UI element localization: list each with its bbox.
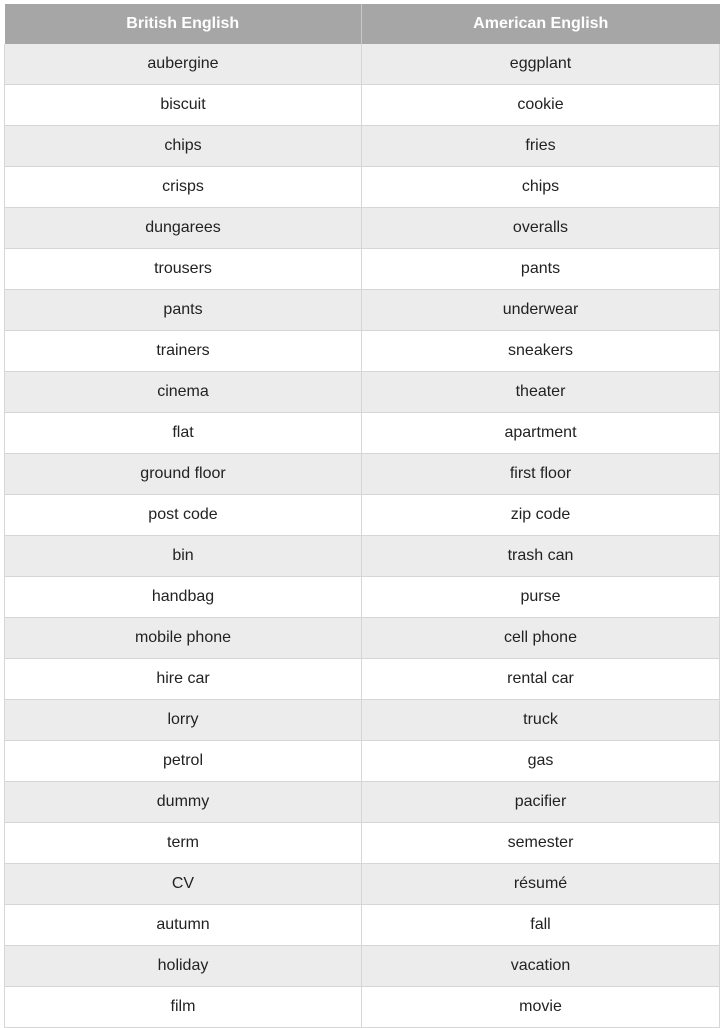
- table-row: [5, 495, 720, 536]
- british-term-cell: autumn: [5, 905, 362, 946]
- american-term-cell: underwear: [362, 290, 720, 331]
- american-term-cell: overalls: [362, 208, 720, 249]
- british-term-cell: chips: [5, 126, 362, 167]
- american-term-cell: vacation: [362, 946, 720, 987]
- british-term-cell: handbag: [5, 577, 362, 618]
- british-term-cell: crisps: [5, 167, 362, 208]
- american-term-cell: movie: [362, 987, 720, 1028]
- american-term-cell: cookie: [362, 85, 720, 126]
- table-row: [5, 413, 720, 454]
- british-term-cell: lorry: [5, 700, 362, 741]
- table-row: [5, 85, 720, 126]
- table-row: [5, 249, 720, 290]
- vocabulary-table: [4, 4, 720, 1028]
- american-term-cell: purse: [362, 577, 720, 618]
- table-row: [5, 208, 720, 249]
- american-term-cell: pacifier: [362, 782, 720, 823]
- american-term-cell: apartment: [362, 413, 720, 454]
- table-row: [5, 290, 720, 331]
- table-row: [5, 659, 720, 700]
- table-row: [5, 782, 720, 823]
- table-row: [5, 331, 720, 372]
- british-term-cell: cinema: [5, 372, 362, 413]
- table-row: [5, 618, 720, 659]
- table-row: [5, 454, 720, 495]
- american-term-cell: rental car: [362, 659, 720, 700]
- table-row: [5, 864, 720, 905]
- table-row: [5, 44, 720, 85]
- british-term-cell: trousers: [5, 249, 362, 290]
- table-row: [5, 167, 720, 208]
- british-term-cell: trainers: [5, 331, 362, 372]
- american-term-cell: gas: [362, 741, 720, 782]
- american-term-cell: first floor: [362, 454, 720, 495]
- british-term-cell: pants: [5, 290, 362, 331]
- american-term-cell: fall: [362, 905, 720, 946]
- british-term-cell: flat: [5, 413, 362, 454]
- british-term-cell: CV: [5, 864, 362, 905]
- american-term-cell: truck: [362, 700, 720, 741]
- british-term-cell: hire car: [5, 659, 362, 700]
- american-term-cell: zip code: [362, 495, 720, 536]
- table-row: [5, 577, 720, 618]
- american-term-cell: fries: [362, 126, 720, 167]
- american-term-cell: semester: [362, 823, 720, 864]
- american-term-cell: trash can: [362, 536, 720, 577]
- american-term-cell: pants: [362, 249, 720, 290]
- american-term-cell: theater: [362, 372, 720, 413]
- table-header: [5, 4, 720, 44]
- british-term-cell: aubergine: [5, 44, 362, 85]
- british-term-cell: holiday: [5, 946, 362, 987]
- british-term-cell: film: [5, 987, 362, 1028]
- american-term-cell: eggplant: [362, 44, 720, 85]
- british-term-cell: term: [5, 823, 362, 864]
- table-row: [5, 823, 720, 864]
- table-row: [5, 372, 720, 413]
- british-term-cell: dummy: [5, 782, 362, 823]
- table-row: [5, 946, 720, 987]
- british-term-cell: ground floor: [5, 454, 362, 495]
- column-header-american: American English: [362, 4, 720, 44]
- british-term-cell: dungarees: [5, 208, 362, 249]
- british-term-cell: petrol: [5, 741, 362, 782]
- table-row: [5, 905, 720, 946]
- american-term-cell: chips: [362, 167, 720, 208]
- american-term-cell: sneakers: [362, 331, 720, 372]
- british-term-cell: mobile phone: [5, 618, 362, 659]
- table-row: [5, 700, 720, 741]
- american-term-cell: cell phone: [362, 618, 720, 659]
- header-row: [5, 4, 720, 44]
- british-term-cell: biscuit: [5, 85, 362, 126]
- table-row: [5, 987, 720, 1028]
- table-row: [5, 741, 720, 782]
- table-body: [5, 44, 720, 1028]
- british-term-cell: bin: [5, 536, 362, 577]
- table-row: [5, 126, 720, 167]
- column-header-british: British English: [5, 4, 362, 44]
- table-row: [5, 536, 720, 577]
- british-term-cell: post code: [5, 495, 362, 536]
- american-term-cell: résumé: [362, 864, 720, 905]
